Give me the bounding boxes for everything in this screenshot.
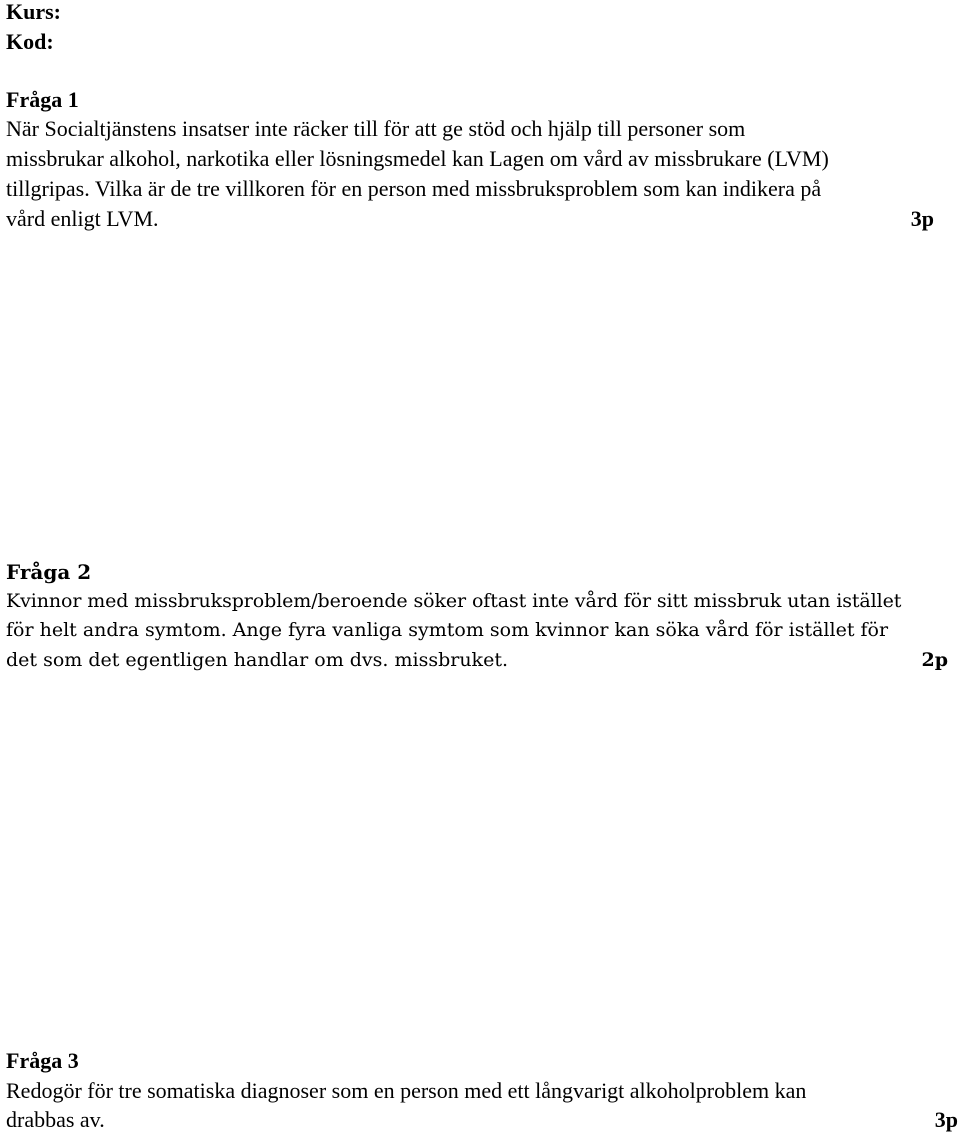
question-points: 2p <box>921 649 948 671</box>
course-label: Kurs: <box>6 0 61 24</box>
question-title: Fråga 2 <box>6 560 92 584</box>
question-title: Fråga 3 <box>6 1048 79 1073</box>
question-text-line: Redogör för tre somatiska diagnoser som en person med ett långvarigt alkoholproblem kan <box>6 1078 807 1103</box>
question-text-line: När Socialtjänstens insatser inte räcker till för att ge stöd och hjälp till personer som <box>6 116 746 141</box>
question-text-line: för helt andra symtom. Ange fyra vanliga symtom som kvinnor kan söka vård för istället för <box>6 619 889 641</box>
question-text-line: vård enligt LVM. <box>6 206 159 231</box>
question-text-line: missbrukar alkohol, narkotika eller lösningsmedel kan Lagen om vård av missbrukare (LVM) <box>6 146 829 171</box>
question-text-line: det som det egentligen handlar om dvs. missbruket. <box>6 649 508 671</box>
question-points: 3p <box>910 206 934 231</box>
question-text-line: tillgripas. Vilka är de tre villkoren för en person med missbruksproblem som kan indikera på <box>6 176 822 201</box>
question-text-line: Kvinnor med missbruksproblem/beroende söker oftast inte vård för sitt missbruk utan istället <box>6 590 902 612</box>
code-label: Kod: <box>6 29 54 54</box>
question-text-line: drabbas av. <box>6 1107 105 1132</box>
question-points: 3p <box>934 1107 958 1132</box>
question-title: Fråga 1 <box>6 87 79 112</box>
